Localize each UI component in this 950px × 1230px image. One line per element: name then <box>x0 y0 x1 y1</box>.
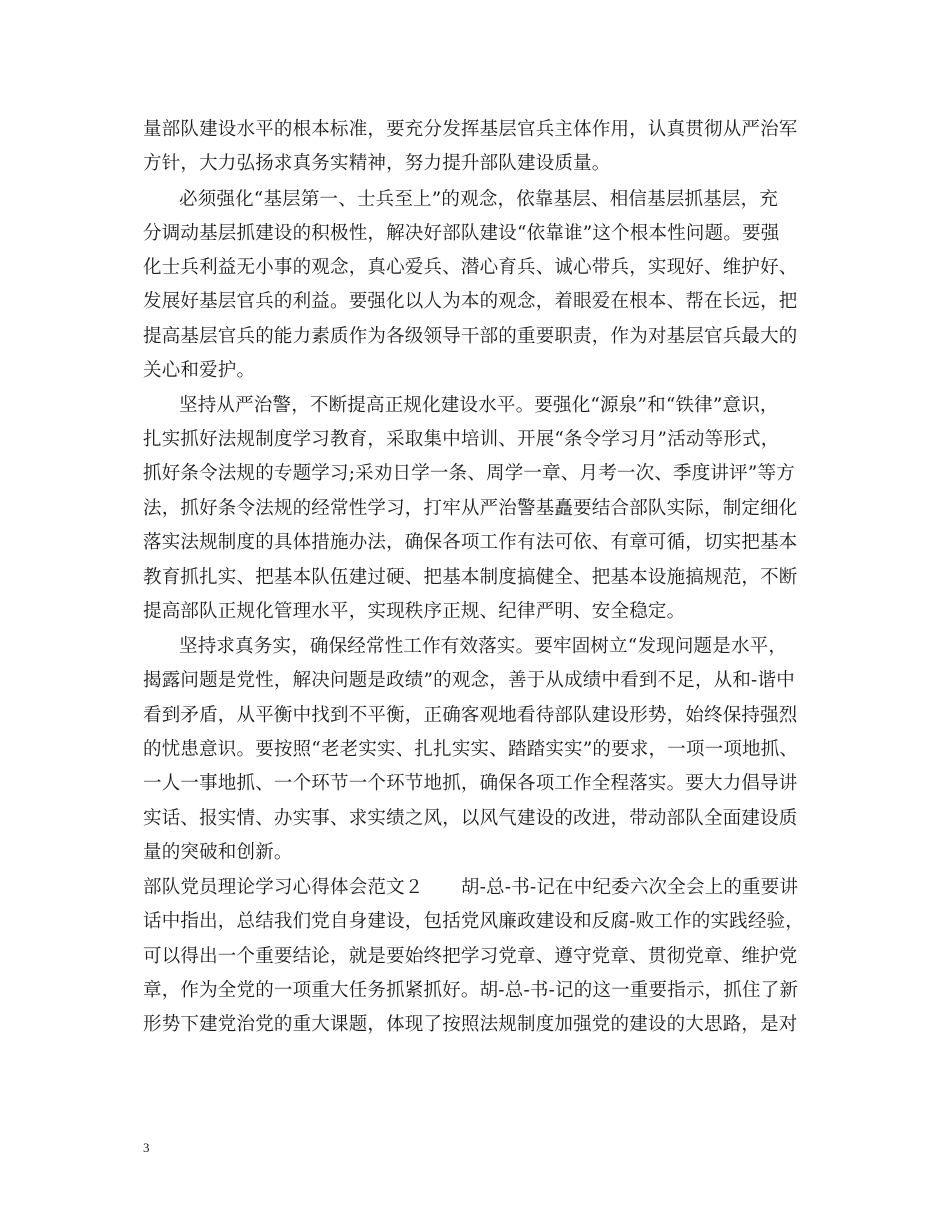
text-line: 抓好条令法规的专题学习;采劝日学一条、周学一章、月考一次、季度讲评”等方 <box>143 463 795 484</box>
text-line: 提高基层官兵的能力素质作为各级领导干部的重要职责，作为对基层官兵最大的 <box>143 326 798 347</box>
paragraph-first-line: 坚持求真务实，确保经常性工作有效落实。要牢固树立“发现问题是水平， <box>179 636 788 657</box>
text-line: 方针，大力弘扬求真务实精神，努力提升部队建设质量。 <box>143 153 611 174</box>
text-line: 揭露问题是党性，解决问题是政绩”的观念，善于从成绩中看到不足，从和-谐中 <box>143 670 795 691</box>
text-line: 形势下建党治党的重大课题，体现了按照法规制度加强党的建设的大思路，是对 <box>143 1014 798 1035</box>
text-line: 量的突破和创新。 <box>143 842 293 863</box>
text-line: 法，抓好条令法规的经常性学习，打牢从严治警基矗要结合部队实际，制定细化 <box>143 498 798 519</box>
text-line: 的忧患意识。要按照“老老实实、扎扎实实、踏踏实实”的要求，一项一项地抓、 <box>143 739 799 760</box>
text-line: 化士兵利益无小事的观念，真心爱兵、潜心育兵、诚心带兵，实现好、维护好、 <box>143 257 798 278</box>
text-line: 关心和爱护。 <box>143 360 256 381</box>
text-line <box>143 1048 813 1072</box>
text-line: 可以得出一个重要结论，就是要始终把学习党章、遵守党章、贯彻党章、维护党 <box>143 946 798 967</box>
text-line: 提高部队正规化管理水平，实现秩序正规、纪律严明、安全稳定。 <box>143 601 686 622</box>
text-line: 落实法规制度的具体措施办法，确保各项工作有法可依、有章可循，切实把基本 <box>143 532 798 553</box>
page-number: 3 <box>143 1140 150 1155</box>
text-line: 一人一事地抓、一个环节一个环节地抓，确保各项工作全程落实。要大力倡导讲 <box>143 773 798 794</box>
paragraph-first-line: 必须强化“基层第一、士兵至上”的观念，依靠基层、相信基层抓基层，充 <box>179 189 779 210</box>
text-line: 看到矛盾，从平衡中找到不平衡，正确客观地看待部队建设形势，始终保持强烈 <box>143 705 798 726</box>
text-line: 章，作为全党的一项重大任务抓紧抓好。胡-总-书-记的这一重要指示，抓住了新 <box>143 980 799 1001</box>
section-heading-line: 部队党员理论学习心得体会范文２ 胡-总-书-记在中纪委六次全会上的重要讲 <box>143 877 799 898</box>
text-line: 发展好基层官兵的利益。要强化以人为本的观念，着眼爱在根本、帮在长远，把 <box>143 291 798 312</box>
paragraph-first-line: 坚持从严治警，不断提高正规化建设水平。要强化“源泉”和“铁律”意识， <box>179 395 779 416</box>
text-line: 话中指出，总结我们党自身建设，包括党风廉政建设和反腐-败工作的实践经验， <box>143 911 804 932</box>
text-line: 量部队建设水平的根本标准，要充分发挥基层官兵主体作用，认真贯彻从严治军 <box>143 119 798 140</box>
text-line: 扎实抓好法规制度学习教育，采取集中培训、开展“条令学习月”活动等形式， <box>143 429 780 450</box>
text-line: 分调动基层抓建设的积极性，解决好部队建设“依靠谁”这个根本性问题。要强 <box>143 223 780 244</box>
text-line: 教育抓扎实、把基本队伍建过硬、把基本制度搞健全、把基本设施搞规范，不断 <box>143 567 798 588</box>
text-line: 实话、报实情、办实事、求实绩之风，以风气建设的改进，带动部队全面建设质 <box>143 808 798 829</box>
